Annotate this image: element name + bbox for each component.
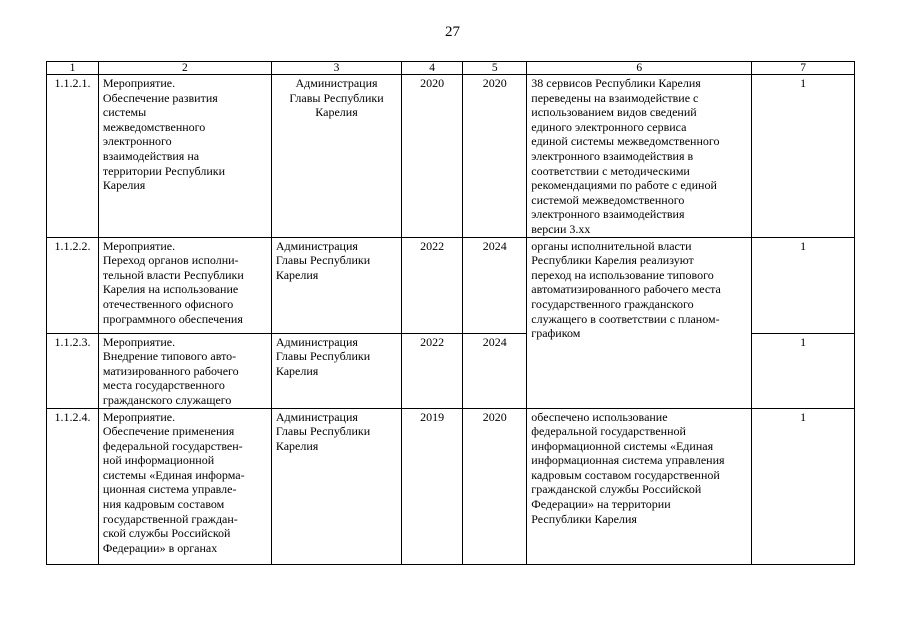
result-cell: обеспечено использование федеральной государственной информационной системы «Единая информационная система управления кадровым составом государственной гражданской службы Российской Федерации» на территории Республики Карелия	[527, 408, 752, 564]
end-year-cell: 2024	[463, 237, 527, 333]
table-row	[47, 75, 855, 238]
table-row	[47, 237, 855, 333]
column-header-7: 7	[752, 62, 855, 75]
executor-cell: Администрация Главы Республики Карелия	[271, 333, 401, 408]
start-year-cell: 2020	[402, 75, 463, 238]
column-header-3: 3	[271, 62, 401, 75]
column-7-cell: 1	[752, 333, 855, 408]
column-header-6: 6	[527, 62, 752, 75]
executor-cell: Администрация Главы Республики Карелия	[271, 237, 401, 333]
start-year-cell: 2022	[402, 333, 463, 408]
page-number: 27	[445, 24, 460, 40]
column-header-5: 5	[463, 62, 527, 75]
row-id: 1.1.2.3.	[47, 333, 99, 408]
end-year-cell: 2024	[463, 333, 527, 408]
executor-cell: Администрация Главы Республики Карелия	[271, 408, 401, 564]
measures-table	[46, 61, 855, 565]
row-id: 1.1.2.2.	[47, 237, 99, 333]
start-year-cell: 2019	[402, 408, 463, 564]
measure-cell: Мероприятие. Обеспечение развития системы межведомственного электронного взаимодействия на территории Республики Карелия	[98, 75, 271, 238]
column-7-cell: 1	[752, 75, 855, 238]
column-header-4: 4	[402, 62, 463, 75]
column-header-2: 2	[98, 62, 271, 75]
result-cell: 38 сервисов Республики Карелия переведены на взаимодействие с использованием видов сведений единого электронного сервиса единой системы межведомственного электронного взаимодействия в соответствии с методическими рекомендациями по работе с единой системой межведомственного электронного взаимодействия версии 3.хх	[527, 75, 752, 238]
column-7-cell: 1	[752, 408, 855, 564]
start-year-cell: 2022	[402, 237, 463, 333]
column-number-header-row	[47, 62, 855, 75]
row-id: 1.1.2.1.	[47, 75, 99, 238]
column-7-cell: 1	[752, 237, 855, 333]
measure-cell: Мероприятие. Внедрение типового авто- матизированного рабочего места государственного гражданского служащего	[98, 333, 271, 408]
column-header-1: 1	[47, 62, 99, 75]
shared-result-cell: органы исполнительной власти Республики Карелия реализуют переход на использование типового автоматизированного рабочего места государственного гражданского служащего в соответствии с планом- графиком	[527, 237, 752, 408]
measure-cell: Мероприятие. Переход органов исполни- тельной власти Республики Карелия на использование отечественного офисного программного обеспечения	[98, 237, 271, 333]
row-id: 1.1.2.4.	[47, 408, 99, 564]
executor-cell: Администрация Главы Республики Карелия	[271, 75, 401, 238]
end-year-cell: 2020	[463, 408, 527, 564]
table-row	[47, 408, 855, 564]
end-year-cell: 2020	[463, 75, 527, 238]
measure-cell: Мероприятие. Обеспечение применения федеральной государствен- ной информационной системы «Единая информа- ционная система управле- ния кадровым составом государственной граждан- ской службы Российской Федерации» в органах	[98, 408, 271, 564]
